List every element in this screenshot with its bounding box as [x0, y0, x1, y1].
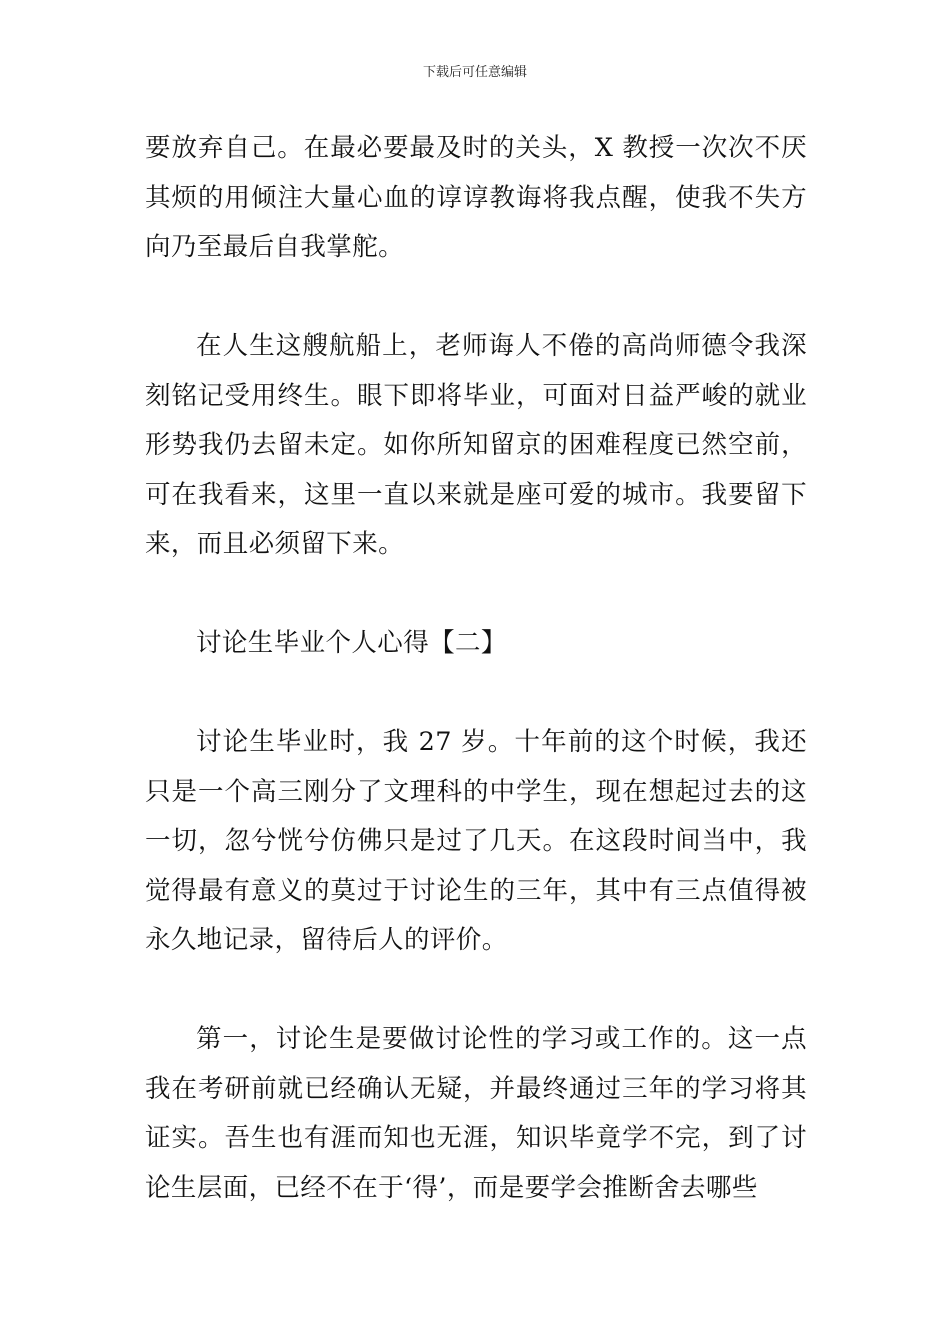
paragraph-life-voyage: 在人生这艘航船上，老师诲人不倦的高尚师德令我深刻铭记受用终生。眼下即将毕业，可面对日益严峻的就业形势我仍去留未定。如你所知留京的困难程度已然空前，可在我看来，这里一直以来就是座可爱的城市。我要留下来，而且必须留下来。: [145, 331, 807, 559]
page-header: 下载后可任意编辑: [422, 65, 527, 80]
section-heading: 讨论生毕业个人心得【二】: [196, 628, 507, 658]
paragraph-graduation-age: 讨论生毕业时，我 27 岁。十年前的这个时候，我还只是一个高三刚分了文理科的中学生，现在想起过去的这一切，忽兮恍兮仿佛只是过了几天。在这段时间当中，我觉得最有意义的莫过于讨论生的三年，其中有三点值得被永久地记录，留待后人的评价。: [145, 727, 807, 955]
paragraph-first-point: 第一，讨论生是要做讨论性的学习或工作的。这一点我在考研前就已经确认无疑，并最终通过三年的学习将其证实。吾生也有涯而知也无涯，知识毕竟学不完，到了讨论生层面，已经不在于‘得’，而是要学会推断舍去哪些: [145, 1024, 807, 1203]
paragraph-continuation: 要放弃自己。在最必要最及时的关头，X 教授一次次不厌其烦的用倾注大量心血的谆谆教诲将我点醒，使我不失方向乃至最后自我掌舵。: [145, 133, 807, 262]
document-body: [145, 124, 807, 1213]
